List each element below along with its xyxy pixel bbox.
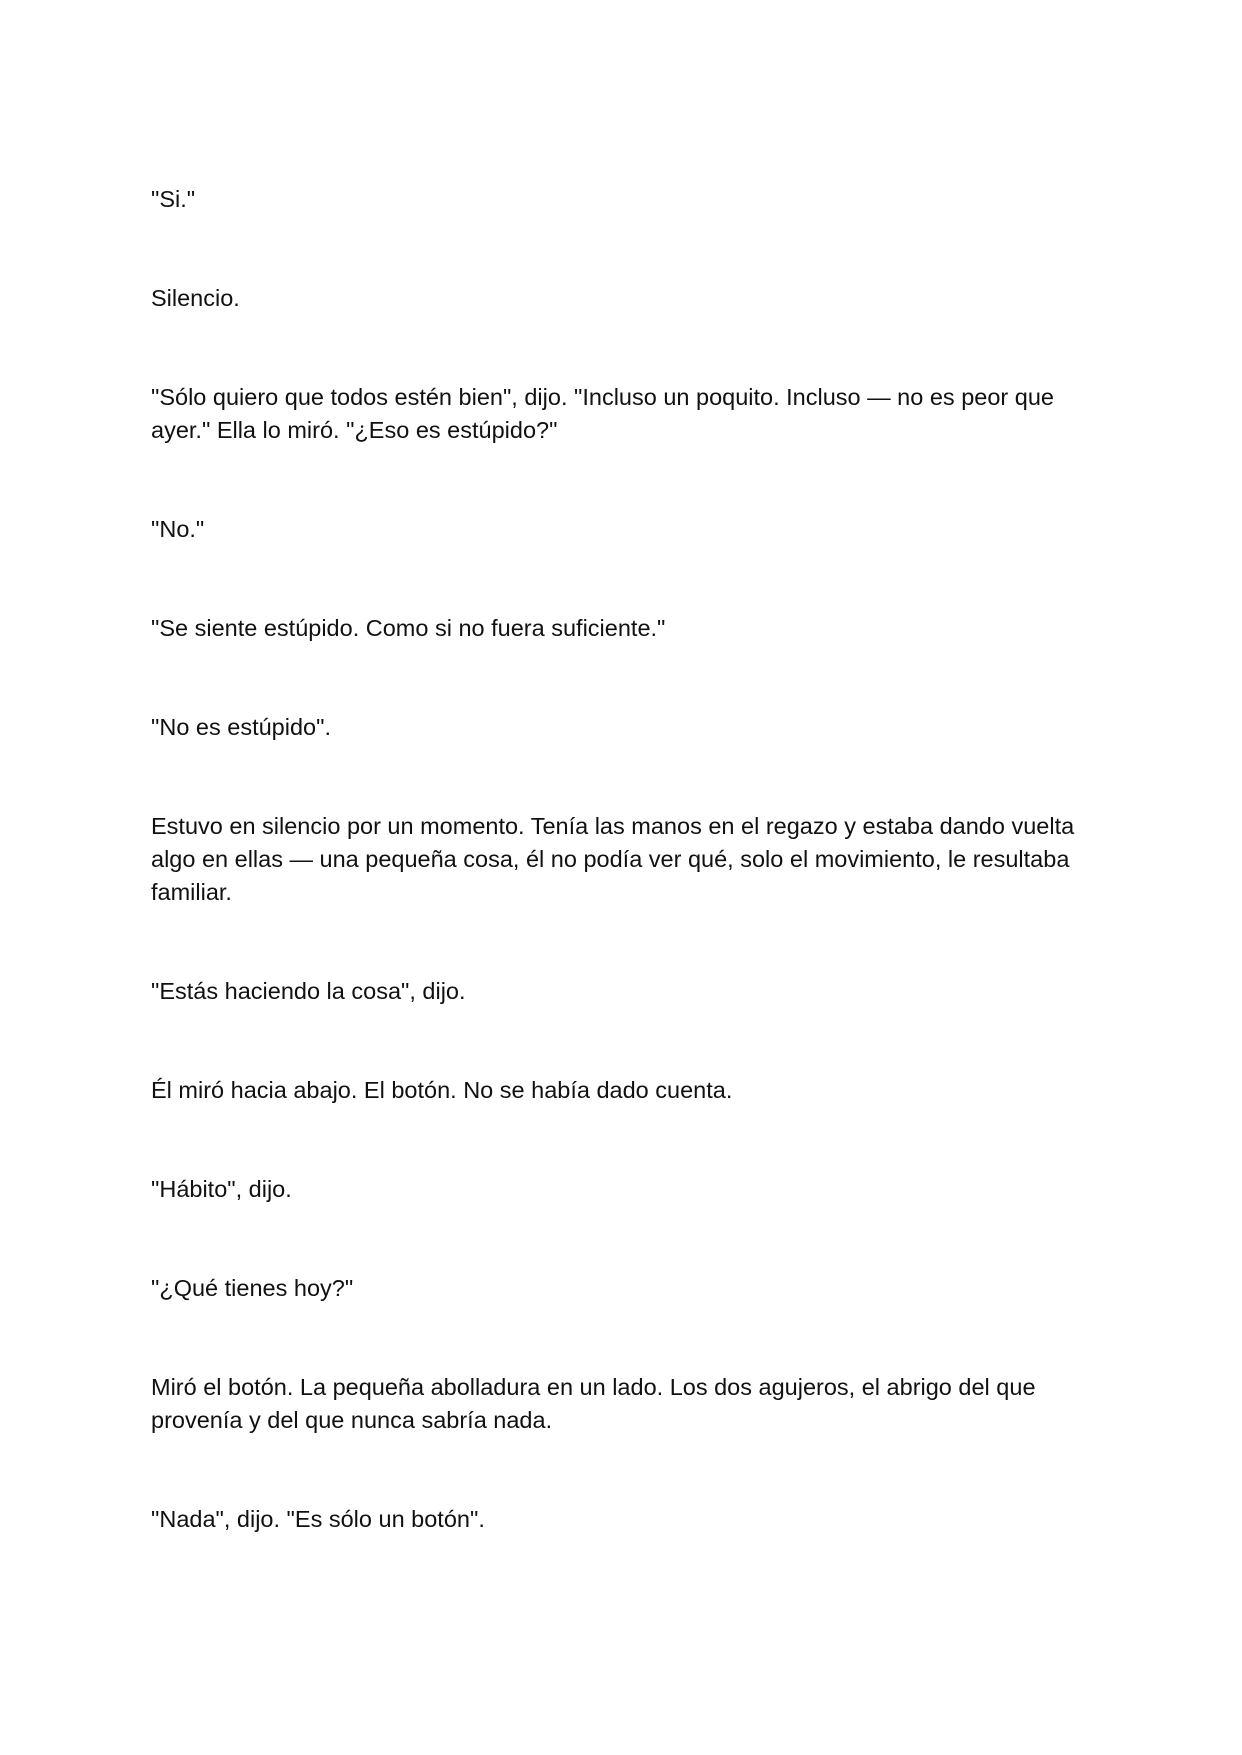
document-body xyxy=(151,183,1091,1536)
paragraph: Estuvo en silencio por un momento. Tenía las manos en el regazo y estaba dando vuelta algo en ellas — una pequeña cosa, él no podía ver qué, solo el movimiento, le resultaba familiar. xyxy=(151,813,1075,905)
paragraph: "Nada", dijo. "Es sólo un botón". xyxy=(151,1506,485,1532)
paragraph: Él miró hacia abajo. El botón. No se había dado cuenta. xyxy=(151,1077,733,1103)
paragraph: "Se siente estúpido. Como si no fuera suficiente." xyxy=(151,615,666,641)
paragraph: Miró el botón. La pequeña abolladura en un lado. Los dos agujeros, el abrigo del que provenía y del que nunca sabría nada. xyxy=(151,1374,1036,1433)
paragraph: Silencio. xyxy=(151,285,240,311)
paragraph: "Sólo quiero que todos estén bien", dijo. "Incluso un poquito. Incluso — no es peor que ayer." Ella lo miró. "¿Eso es estúpido?" xyxy=(151,384,1054,443)
paragraph: "Si." xyxy=(151,186,196,212)
paragraph: "¿Qué tienes hoy?" xyxy=(151,1275,354,1301)
paragraph: "No." xyxy=(151,516,205,542)
paragraph: "Hábito", dijo. xyxy=(151,1176,292,1202)
paragraph: "No es estúpido". xyxy=(151,714,331,740)
paragraph: "Estás haciendo la cosa", dijo. xyxy=(151,978,466,1004)
